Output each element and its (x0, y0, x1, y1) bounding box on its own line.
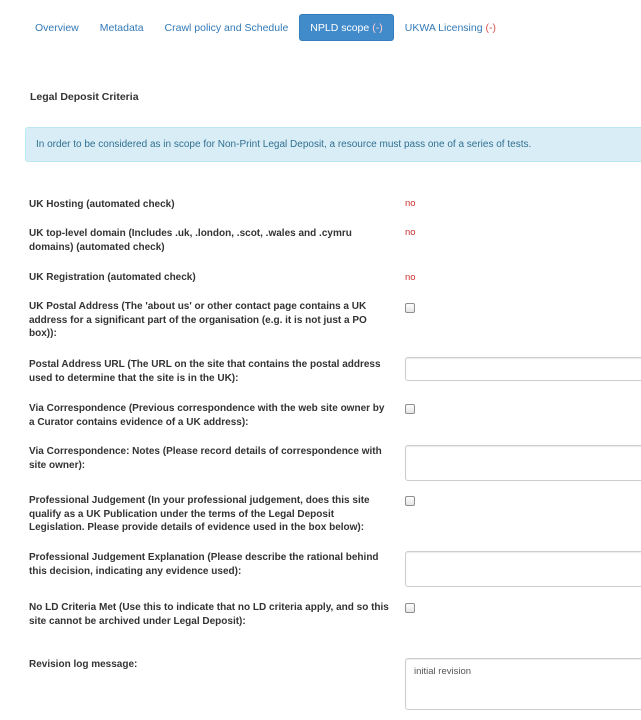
tab-npld-scope[interactable] (299, 14, 393, 41)
uk-hosting-value: no (405, 198, 416, 209)
correspondence-notes-textarea[interactable] (405, 445, 641, 481)
via-correspondence-label: Via Correspondence (Previous correspondence with the web site owner by a Curator contains evidence of a UK address): (29, 403, 385, 428)
professional-judgement-explanation-textarea[interactable] (405, 551, 641, 587)
tab-label: UKWA Licensing (404, 21, 483, 34)
uk-postal-address-checkbox[interactable] (405, 303, 415, 313)
tab-label: Metadata (99, 21, 144, 34)
uk-tld-label: UK top-level domain (Includes .uk, .london, .scot, .wales and .cymru domains) (automated check) (29, 228, 352, 253)
via-correspondence-checkbox[interactable] (405, 404, 415, 414)
tab-ukwa-licensing[interactable] (395, 14, 506, 41)
info-alert-text: In order to be considered as in scope for Non-Print Legal Deposit, a resource must pass one of a series of tests. (36, 139, 532, 150)
uk-registration-value: no (405, 272, 416, 283)
revision-log-textarea[interactable]: initial revision (405, 658, 641, 710)
postal-address-url-input[interactable] (405, 357, 641, 381)
tab-label: Overview (35, 21, 79, 34)
tab-overview[interactable] (25, 14, 89, 41)
uk-hosting-label: UK Hosting (automated check) (29, 199, 175, 210)
tab-metadata[interactable] (90, 14, 154, 41)
revision-log-label: Revision log message: (29, 659, 138, 670)
uk-tld-value: no (405, 227, 416, 238)
tab-label: Crawl policy and Schedule (164, 21, 289, 34)
tab-bar (25, 14, 507, 41)
tab-status-flag: (-) (372, 21, 383, 34)
no-ld-criteria-checkbox[interactable] (405, 603, 415, 613)
uk-postal-address-label: UK Postal Address (The 'about us' or other contact page contains a UK address for a significant part of the organisation (e.g. it is not just a PO box)): (29, 301, 367, 339)
tab-crawl-policy[interactable] (155, 14, 299, 41)
professional-judgement-explanation-label: Professional Judgement Explanation (Please describe the rational behind this decision, indicating any evidence used): (29, 552, 379, 577)
tab-label: NPLD scope (310, 21, 370, 34)
info-alert (25, 127, 641, 162)
section-title: Legal Deposit Criteria (30, 91, 139, 103)
no-ld-criteria-label: No LD Criteria Met (Use this to indicate that no LD criteria apply, and so this site cannot be archived under Legal Deposit): (29, 602, 389, 627)
postal-address-url-label: Postal Address URL (The URL on the site that contains the postal address used to determine that the site is in the UK): (29, 359, 381, 384)
correspondence-notes-label: Via Correspondence: Notes (Please record details of correspondence with site owner): (29, 446, 382, 471)
professional-judgement-checkbox[interactable] (405, 496, 415, 506)
tab-status-flag: (-) (485, 21, 497, 34)
professional-judgement-label: Professional Judgement (In your professional judgement, does this site qualify as a UK Publication under the terms of the Legal Deposit Legislation. Please provide details of evidence used in the box below): (29, 495, 370, 533)
uk-registration-label: UK Registration (automated check) (29, 272, 196, 283)
